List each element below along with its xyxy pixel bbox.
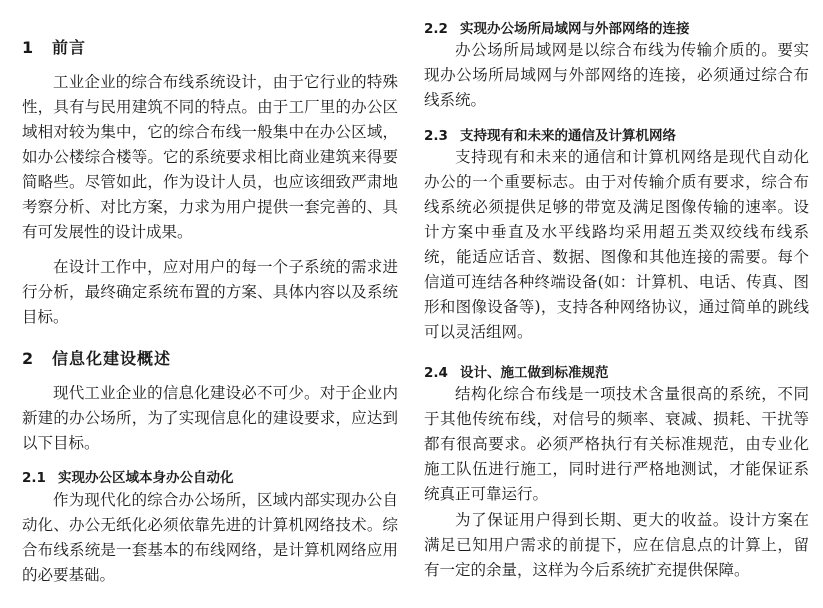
paragraph-intro-1: 工业企业的综合布线系统设计，由于它行业的特殊性，具有与民用建筑不同的特点。由于工厂里的办公区域相对较为集中，它的综合布线一般集中在办公区域，如办公楼综合楼等。它的系统要求相比商业建筑来得要简略些。尽管如此，作为设计人员，也应该细致严肃地考察分析、对比方案，力求为用户提供一套完善的、具有可发展性的设计成果。 bbox=[22, 73, 398, 241]
section-title: 实现办公区域本身办公自动化 bbox=[58, 470, 234, 486]
section-1-heading bbox=[22, 35, 86, 58]
paragraph-intro-2: 在设计工作中，应对用户的每一个子系统的需求进行分析，最终确定系统布置的方案、具体内容以及系统目标。 bbox=[22, 258, 398, 326]
section-2-heading bbox=[22, 346, 171, 369]
section-number: 2.2 bbox=[424, 21, 448, 37]
paragraph-2-4-b: 为了保证用户得到长期、更大的收益。设计方案在满足已知用户需求的前提下，应在信息点的计算上，留有一定的余量，这样为今后系统扩充提供保障。 bbox=[424, 511, 809, 579]
section-title: 支持现有和未来的通信及计算机网络 bbox=[460, 128, 676, 144]
section-title: 实现办公场所局域网与外部网络的连接 bbox=[460, 21, 690, 37]
section-number: 2.4 bbox=[424, 365, 448, 381]
section-number: 2 bbox=[22, 349, 35, 368]
section-number: 1 bbox=[22, 38, 35, 57]
section-number: 2.3 bbox=[424, 128, 448, 144]
section-number: 2.1 bbox=[22, 470, 46, 486]
paragraph-2-3: 支持现有和未来的通信和计算机网络是现代自动化办公的一个重要标志。由于对传输介质有要求，综合布线系统必须提供足够的带宽及满足图像传输的速率。设计方案中垂直及水平线路均采用超五类双绞线布线系统，能适应话音、数据、图像和其他连接的需要。每个信道可连结各种终端设备(如：计算机、电话、传真、图形和图像设备等)，支持各种网络协议，通过简单的跳线可以灵活组网。 bbox=[424, 148, 809, 341]
paragraph-2-4: 结构化综合布线是一项技术含量很高的系统，不同于其他传统布线，对信号的频率、衰减、损耗、干扰等都有很高要求。必须严格执行有关标准规范，由专业化施工队伍进行施工，同时进行严格地测试，才能保证系统真正可靠运行。 bbox=[424, 385, 809, 503]
paragraph-2-1: 作为现代化的综合办公场所，区域内部实现办公自动化、办公无纸化必须依靠先进的计算机网络技术。综合布线系统是一套基本的布线网络，是计算机网络应用的必要基础。 bbox=[22, 491, 398, 584]
paragraph-2-2: 办公场所局域网是以综合布线为传输介质的。要实现办公场所局域网与外部网络的连接，必须通过综合布线系统。 bbox=[424, 41, 809, 109]
section-2-3-heading bbox=[424, 124, 676, 144]
section-title: 信息化建设概述 bbox=[52, 349, 172, 368]
paragraph-overview: 现代工业企业的信息化建设必不可少。对于企业内新建的办公场所，为了实现信息化的建设要求，应达到以下目标。 bbox=[22, 384, 398, 452]
section-title: 前言 bbox=[52, 38, 87, 57]
section-title: 设计、施工做到标准规范 bbox=[460, 365, 609, 381]
section-2-1-heading bbox=[22, 466, 234, 486]
section-2-2-heading bbox=[424, 17, 690, 37]
section-2-4-heading bbox=[424, 361, 609, 381]
